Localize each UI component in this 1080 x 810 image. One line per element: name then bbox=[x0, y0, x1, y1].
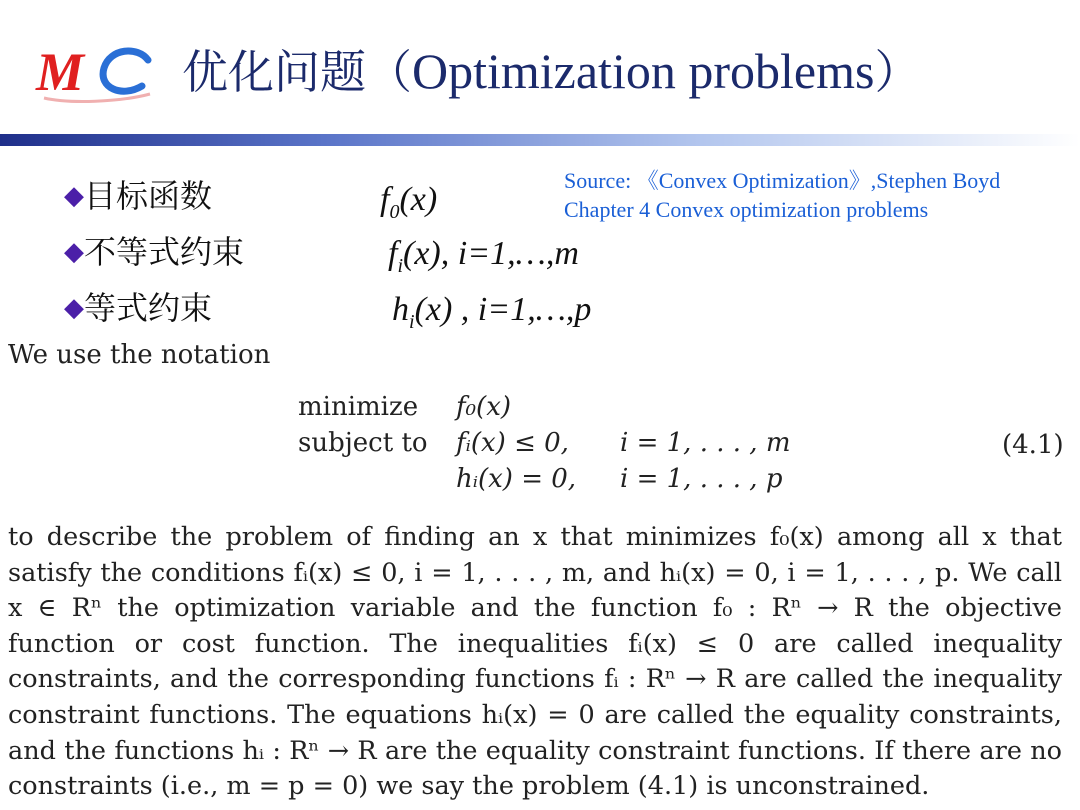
equality-formula: $h_i(x)$ , i=1,…,p bbox=[392, 291, 592, 333]
objective-formula: $f_0(x)$ bbox=[380, 181, 438, 223]
title-english: Optimization problems bbox=[412, 43, 875, 99]
diamond-bullet-icon: ◆ bbox=[64, 237, 84, 267]
notation-intro: We use the notation bbox=[8, 340, 271, 370]
equation-number: (4.1) bbox=[1002, 430, 1064, 460]
source-line-2: Chapter 4 Convex optimization problems bbox=[564, 197, 929, 222]
problem-range: i = 1, . . . , m bbox=[620, 428, 791, 458]
inequality-formula: $f_i(x)$, i=1,…,m bbox=[388, 235, 579, 277]
slide-title bbox=[182, 36, 920, 107]
svg-text:M: M bbox=[36, 42, 85, 102]
source-note bbox=[564, 166, 1000, 224]
bullet-label: 目标函数 bbox=[84, 177, 213, 215]
bullet-inequality bbox=[64, 232, 244, 273]
problem-keyword: subject to bbox=[298, 428, 428, 458]
diamond-bullet-icon: ◆ bbox=[64, 293, 84, 323]
problem-range: i = 1, . . . , p bbox=[620, 464, 783, 494]
title-close-paren: ） bbox=[874, 45, 921, 99]
bullet-label: 不等式约束 bbox=[84, 233, 245, 271]
problem-expression: hᵢ(x) = 0, bbox=[456, 464, 577, 494]
problem-expression: fᵢ(x) ≤ 0, bbox=[456, 428, 569, 458]
optimization-problem bbox=[298, 392, 1058, 502]
bullet-label: 等式约束 bbox=[84, 289, 213, 327]
header-divider bbox=[0, 134, 1080, 146]
mc-logo bbox=[30, 38, 160, 108]
bullet-objective bbox=[64, 176, 212, 217]
source-line-1: Source: 《Convex Optimization》,Stephen Boyd bbox=[564, 168, 1001, 193]
title-chinese: 优化问题（ bbox=[182, 45, 412, 99]
problem-expression: f₀(x) bbox=[456, 392, 511, 422]
diamond-bullet-icon: ◆ bbox=[64, 181, 84, 211]
bullet-equality bbox=[64, 288, 212, 329]
mc-logo-graphic bbox=[30, 38, 160, 108]
problem-keyword: minimize bbox=[298, 392, 419, 422]
body-paragraph bbox=[8, 520, 1062, 805]
paragraph-text: to describe the problem of finding an x that minimizes f₀(x) among all x that satisfy the conditions fᵢ(x) ≤ 0, i = 1, . . . , m, and hᵢ(x) = 0, i = 1, . . . , p. We call x ∈ Rⁿ the optimization variable and the function f₀ : Rⁿ → R the objective function or cost function. The inequalities fᵢ(x) ≤ 0 are called inequality constraints, and the corresponding functions fᵢ : Rⁿ → R are called the inequality constraint functions. The equations hᵢ(x) = 0 are called the equality constraints, and the functions hᵢ : Rⁿ → R are the equality constraint functions. If there are no constraints (i.e., m = p = 0) we say the problem (4.1) is unconstrained. bbox=[8, 522, 1062, 802]
